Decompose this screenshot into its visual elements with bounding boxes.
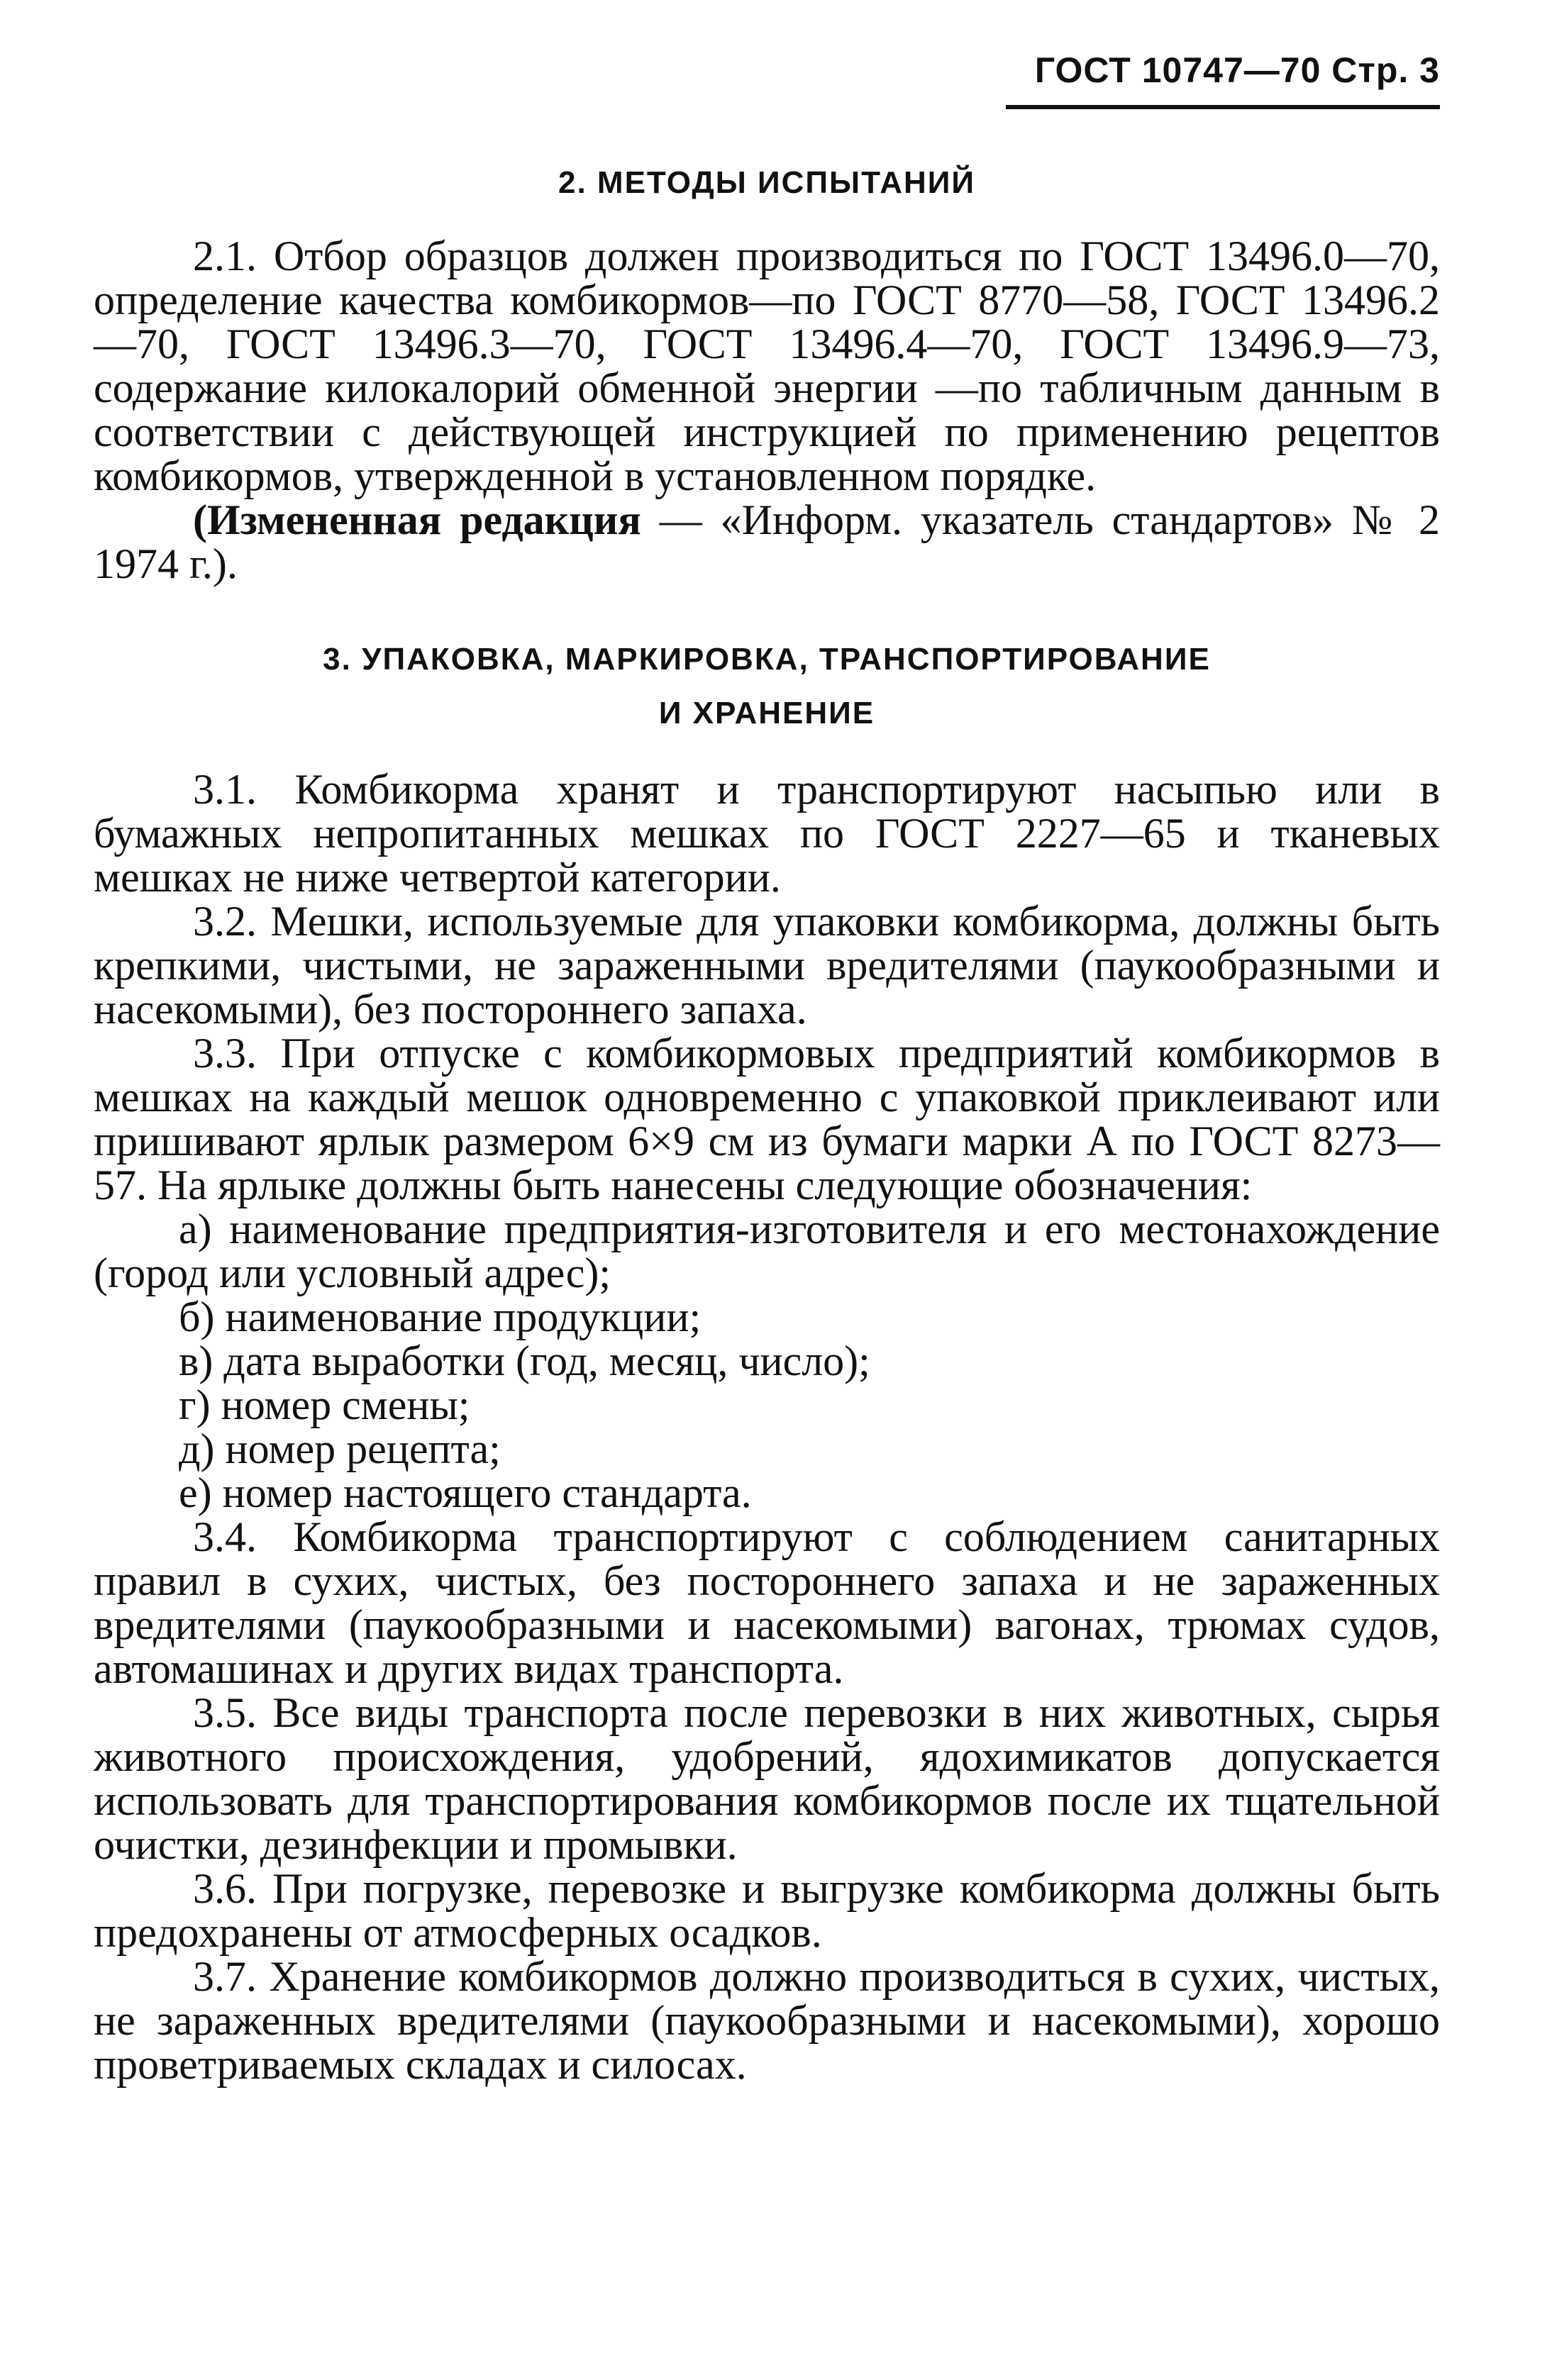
list-item-b: б) наименование продукции; <box>179 1294 702 1340</box>
paragraph-3-4: 3.4. Комбикорма транспортируют с соблюдением санитарных правил в сухих, чистых, без постороннего запаха и не зараженных вредителями (паукообразными и насекомыми) вагонах, трюмах судов, автомашинах и других видах транспорта. <box>94 1513 1440 1692</box>
paragraph-3-1: 3.1. Комбикорма хранят и транспортируют насыпью или в бумажных непропитанных мешках по ГОСТ 2227—65 и тканевых мешках не ниже четвертой категории. <box>94 766 1440 901</box>
paragraph-3-3: 3.3. При отпуске с комбикормовых предприятий комбикормов в мешках на каждый мешок одновременно с упаковкой приклеивают или пришивают ярлык размером 6×9 см из бумаги марки А по ГОСТ 8273—57. На ярлыке должны быть нанесены следующие обозначения: <box>94 1030 1440 1208</box>
paragraph-3-6: 3.6. При погрузке, перевозке и выгрузке комбикорма должны быть предохранены от атмосферных осадков. <box>94 1865 1440 1956</box>
paragraph-3-7: 3.7. Хранение комбикормов должно производиться в сухих, чистых, не зараженных вредителями (паукообразными и насекомыми), хорошо проветриваемых складах и силосах. <box>94 1953 1440 2088</box>
list-item-d: д) номер рецепта; <box>179 1425 501 1472</box>
section-3-heading <box>94 633 1440 740</box>
list-item-v: в) дата выработки (год, месяц, число); <box>179 1338 870 1384</box>
paragraph-3-5: 3.5. Все виды транспорта после перевозки в них животных, сырья животного происхождения, удобрений, ядохимикатов допускается использовать для транспортирования комбикормов после их тщательной очистки, дезинфекции и промывки. <box>94 1689 1440 1868</box>
amendment-note-bold: (Измененная редакция <box>193 496 641 543</box>
page-body <box>94 156 1440 2086</box>
section-3-heading-line-1: 3. УПАКОВКА, МАРКИРОВКА, ТРАНСПОРТИРОВАНИЕ <box>323 642 1211 677</box>
list-item-a: а) наименование предприятия-изготовителя и его местонахождение (город или условный адрес); <box>94 1206 1440 1296</box>
list-item-e: е) номер настоящего стандарта. <box>179 1469 752 1516</box>
amendment-note-rest: — «Информ. указатель стандартов» № 2 1974 г.). <box>94 496 1440 587</box>
list-item-g: г) номер смены; <box>179 1381 470 1428</box>
section-3-heading-line-2: И ХРАНЕНИЕ <box>658 696 875 730</box>
section-2-heading: 2. МЕТОДЫ ИСПЫТАНИЙ <box>558 165 975 200</box>
running-header: ГОСТ 10747—70 Стр. 3 <box>1034 50 1440 90</box>
header-rule <box>1006 105 1440 109</box>
paragraph-3-2: 3.2. Мешки, используемые для упаковки комбикорма, должны быть крепкими, чистыми, не зараженными вредителями (паукообразными и насекомыми), без постороннего запаха. <box>94 898 1440 1033</box>
amendment-note <box>94 498 1440 586</box>
paragraph-2-1: 2.1. Отбор образцов должен производиться по ГОСТ 13496.0—70, определение качества комбикормов—по ГОСТ 8770—58, ГОСТ 13496.2—70, ГОСТ 13496.3—70, ГОСТ 13496.4—70, ГОСТ 13496.9—73, содержание килокалорий обменной энергии —по табличным данным в соответствии с действующей инструкцией по применению рецептов комбикормов, утвержденной в установленном порядке. <box>94 233 1440 499</box>
